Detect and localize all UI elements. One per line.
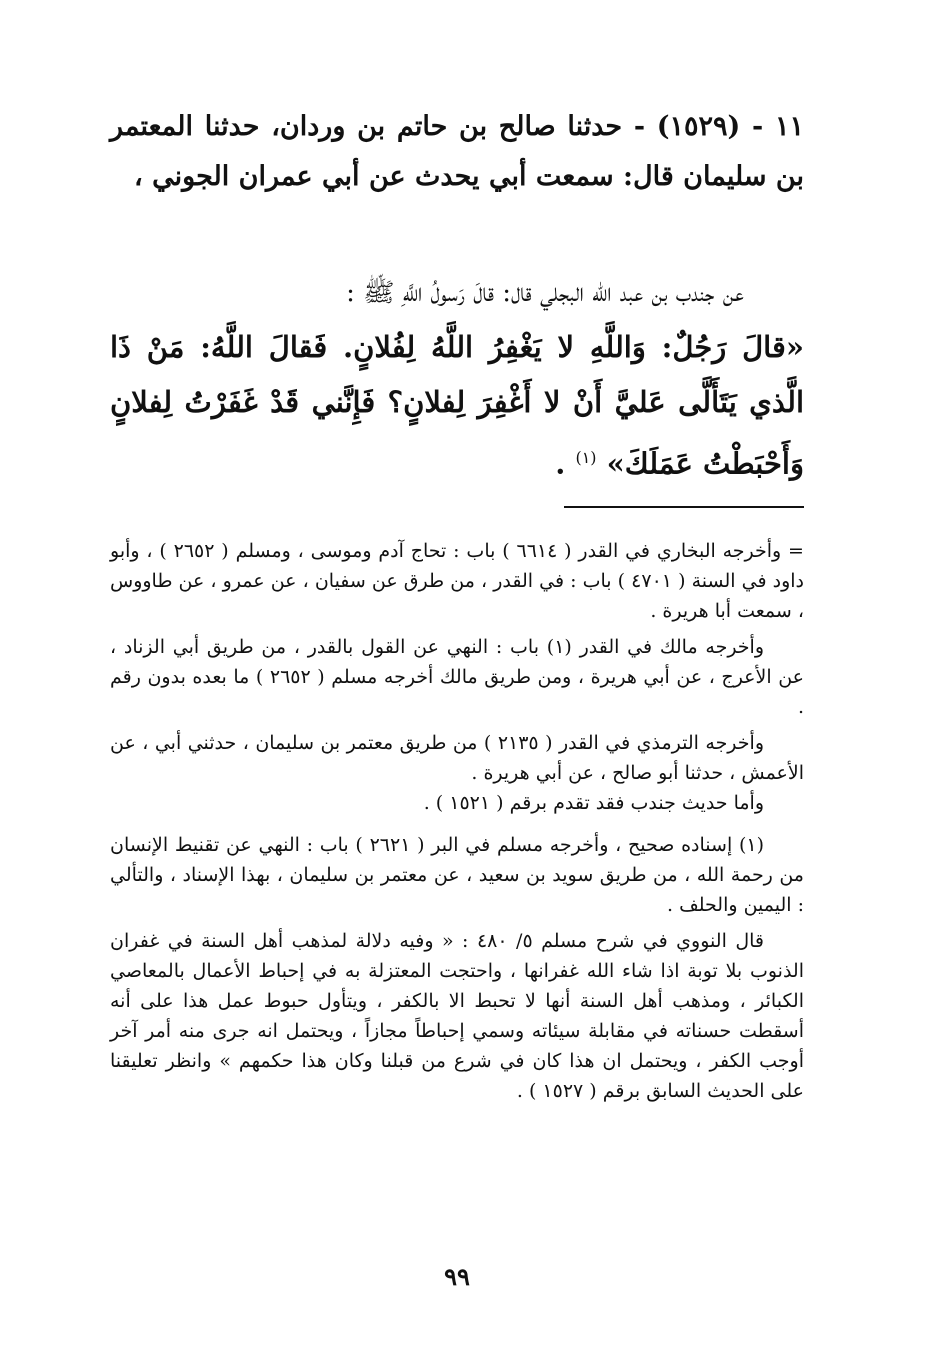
hadith-heading: ١١ - (١٥٢٩) - حدثنا صالح بن حاتم بن وردان، حدثنا المعتمر بن سليمان قال: سمعت أبي يحدث عن أبي عمران الجوني ،: [110, 111, 804, 192]
footnote-1-para-2: قال النووي في شرح مسلم ٥/ ٤٨٠ : « وفيه دلالة لمذهب أهل السنة في غفران الذنوب بلا توبة اذا شاء الله غفرانها ، واحتجت المعتزلة به في إحباط الأعمال بالمعاصي الكبائر ، ومذهب أهل السنة أنها لا تحبط الا بالكفر ، ويتأول حبوط عمل هذا على أنه أسقطت حسناته في مقابلة سيئاته وسمي إحباطاً مجازاً ، ويحتمل انه جرى منه أمر آخر أوجب الكفر ، ويحتمل ان هذا كان في شرع من قبلنا وكان هذا حكمهم » وانظر تعليقنا على الحديث السابق برقم ( ١٥٢٧ ) .: [110, 930, 804, 1102]
note-continued-2: وأخرجه مالك في القدر (١) باب : النهي عن القول بالقدر ، من طريق أبي الزناد ، عن الأعرج ، عن أبي هريرة ، ومن طريق مالك أخرجه مسلم ( ٢٦٥٢ ) ما بعده بدون رقم .: [110, 636, 804, 718]
footnote-separator: [564, 506, 804, 508]
hadith-matn-text: «قالَ رَجُلٌ: وَاللَّهِ لا يَغْفِرُ اللَّهُ لِفُلانٍ. فَقالَ اللَّهُ: مَنْ ذَا الَّذي يَتَأَلَّى عَليَّ أَنْ لا أَغْفِرَ لِفلانٍ؟ فَإِنَّني قَدْ غَفَرْتُ لِفلانٍ وَأَحْبَطْتُ عَمَلَكَ»: [110, 330, 804, 481]
page-number: ٩٩: [444, 1262, 470, 1291]
note-continued-4: وأما حديث جندب فقد تقدم برقم ( ١٥٢١ ) .: [423, 792, 764, 814]
footnotes: [110, 536, 804, 1112]
note-continued-1: = وأخرجه البخاري في القدر ( ٦٦١٤ ) باب : تحاج آدم وموسى ، ومسلم ( ٢٦٥٢ ) ، وأبو داود في السنة ( ٤٧٠١ ) باب : في القدر ، من طرق عن سفيان ، عن عمرو ، عن طاووس ، سمعت أبا هريرة .: [110, 540, 804, 622]
footnote-1-para-1: (١) إسناده صحيح ، وأخرجه مسلم في البر ( ٢٦٢١ ) باب : النهي عن تقنيط الإنسان من رحمة الله ، من طريق سويد بن سعيد ، عن معتمر بن سليمان ، بهذا الإسناد ، والتألي : اليمين والحلف .: [110, 834, 804, 916]
note-continued-3: وأخرجه الترمذي في القدر ( ٢١٣٥ ) من طريق معتمر بن سليمان ، حدثني أبي ، عن الأعمش ، حدثنا أبو صالح ، عن أبي هريرة .: [110, 732, 804, 784]
footnote-marker: (١): [575, 448, 597, 467]
hadith-narrator-line: عن جندب بن عبد الله البجلي قال: قالَ رَسولُ اللَّهِ ﷺ :: [346, 278, 744, 308]
hadith-end-mark: .: [555, 446, 566, 481]
book-page: [110, 0, 804, 1367]
hadith-matn-block: [110, 320, 804, 492]
